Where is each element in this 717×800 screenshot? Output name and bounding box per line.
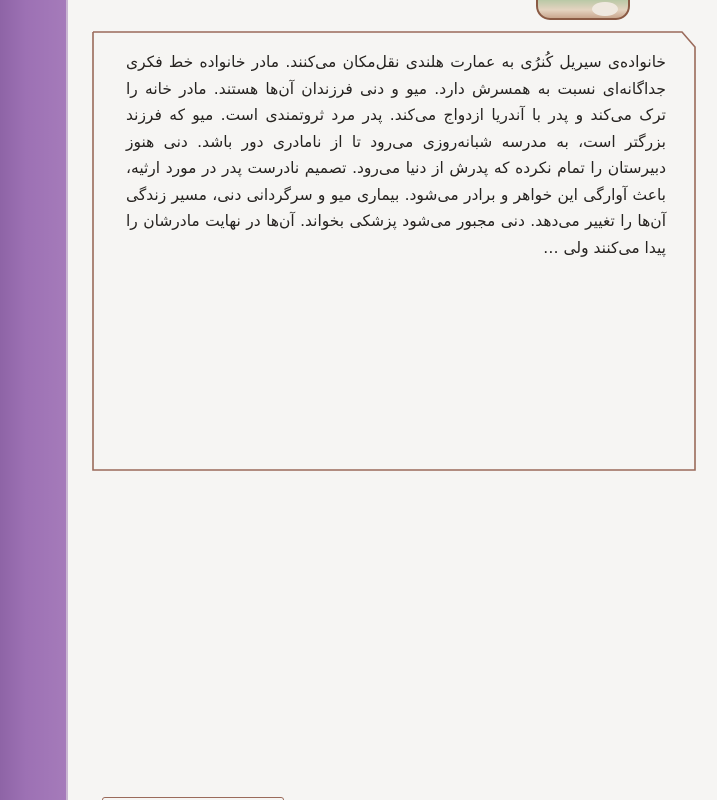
cover-photo-thumbnail xyxy=(536,0,630,20)
synopsis-text: خانواده‌ی سیریل کُنرُی به عمارت هلندی نقل‌مکان می‌کنند. مادر خانواده خط فکری جداگانه‌ای نسبت به همسرش دارد. میو و دنی فرزندان آن‌ها هستند. مادر خانه را ترک می‌کند و پدر با آندریا ازدواج می‌کند. پدر مرد ثروتمندی است. میو که فرزند بزرگتر است، به مدرسه شبانه‌روزی می‌رود تا از نامادری دور باشد. دنی هنوز دبیرستان را تمام نکرده که پدرش از دنیا می‌رود. تصمیم نادرست پدر در مورد ارثیه، باعث آوارگی این خواهر و برادر می‌شود. بیماری میو و سرگردانی دنی، مسیر زندگی آن‌ها را تغییر می‌دهد. دنی مجبور می‌شود پزشکی بخواند. آن‌ها در نهایت مادرشان را پیدا می‌کنند ولی … xyxy=(126,53,666,257)
spine-edge-line xyxy=(66,0,68,800)
purple-spine-band xyxy=(0,0,66,800)
synopsis-frame xyxy=(92,31,696,471)
